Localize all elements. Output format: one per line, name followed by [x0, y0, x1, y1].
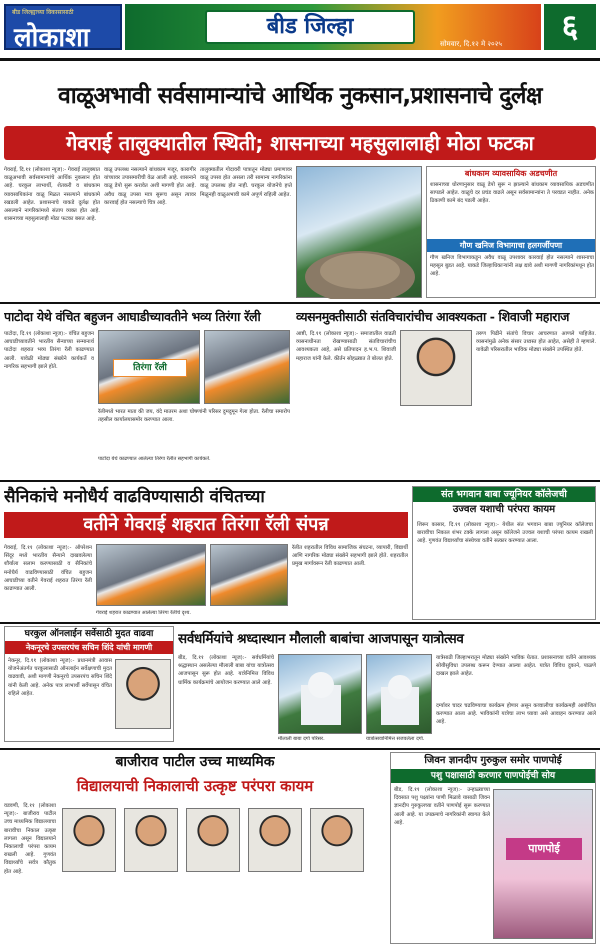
student-photo-4: [248, 808, 302, 872]
story4-rally-photo-2: [210, 544, 288, 606]
story6-portrait: [115, 659, 171, 729]
lead-subhead: गेवराई तालुक्यातील स्थिती; शासनाच्या महसुलालाही मोठा फटका: [4, 126, 596, 160]
page-number: ६: [544, 4, 596, 50]
story7-headline: सर्वधर्मियांचे श्रध्दास्थान मौलाली बाबांचा आजपासून यात्रोत्सव: [178, 631, 464, 647]
student-photo-1: [62, 808, 116, 872]
lead-column-2: वाळू उपलब्ध नसल्याने बांधकाम मजूर, कारागीर यांच्यावर उपासमारीची वेळ आली आहे. शासनाने वाळू डेपो सुरू करावेत अशी मागणी होत आहे. अवैध वाळू उपसा मात्र सुरूच असून त्यावर कारवाई होत नसल्याचे चित्र आहे.: [104, 167, 196, 206]
story5-box: [412, 486, 596, 620]
divider: [0, 480, 600, 482]
lead-side-box: [426, 166, 596, 298]
masthead: [0, 0, 600, 56]
story8-text: वडवणी, दि.११ (लोकाशा न्यूज):- बाजीराव पाटील उच्च माध्यमिक विद्यालयाचा बारावीचा निकाल उत्कृष्ट लागला असून विद्यालयाने निकालाची परंपरा कायम राखली आहे. गुणवंत विद्यार्थ्यांचे सर्वत्र कौतुक होत आहे.: [4, 803, 56, 875]
story2-text-b: रॅलीमध्ये भारत माता की जय, वंदे मातरम अशा घोषणांनी परिसर दुमदुमून गेला होता. रॅलीचा समारोप तहसील कार्यालयासमोर करण्यात आला.: [98, 409, 290, 424]
story7-text: बीड, दि.११ (लोकाशा न्यूज):- सर्वधर्मियांचे श्रद्धास्थान असलेल्या मौलाली बाबा यांचा यात्रोत्सव आजपासून सुरू होत आहे. यात्रेनिमित्त विविध धार्मिक कार्यक्रमांचे आयोजन करण्यात आले आहे.: [178, 655, 274, 686]
sand-heap-illustration: [297, 167, 423, 299]
story2-rally-photo-2: [204, 330, 290, 404]
kiosk-sign: पाणपोई: [506, 838, 582, 860]
story6-headline: घरकुल ऑनलाईन सर्वेसाठी मुदत वाढवा: [24, 629, 154, 639]
story4-caption: गेवराई शहरात काढण्यात आलेल्या तिरंगा रॅलीचे दृश्य.: [96, 610, 191, 616]
story4-text: गेवराई, दि.११ (लोकाशा न्यूज):- ऑपरेशन सिंदूर मध्ये भारतीय सैन्याने दाखवलेल्या शौर्याला सलाम करण्यासाठी व सैनिकांचे मनोधैर्य वाढविण्यासाठी वंचित बहुजन आघाडीच्या वतीने गेवराई शहरात तिरंगा रॅली काढण्यात आली.: [4, 545, 92, 593]
story3-text: आष्टी, दि.११ (लोकाशा न्यूज):- समाजातील वाढती व्यसनाधीनता रोखण्यासाठी संतविचारांचीच आवश्यकता आहे, असे प्रतिपादन ह.भ.प. शिवाजी महाराज यांनी केले. कीर्तन सोहळ्यात ते बोलत होते.: [296, 331, 396, 362]
student-photo-2: [124, 808, 178, 872]
story6-headline-2: नेकनूरचे उपसरपंच सचिन शिंदे यांची मागणी: [5, 641, 173, 654]
story9-text: बीड, दि.११ (लोकाशा न्यूज):- उन्हाळ्याच्या दिवसात पशु पक्ष्यांना पाणी मिळावे यासाठी जिवन ज्ञानदीप गुरुकुलच्या वतीने पाणपोई सुरू करण्यात आली आहे. या उपक्रमाचे नागरिकांनी स्वागत केले आहे.: [394, 787, 490, 826]
story5-text: शिरूर कासार, दि.११ (लोकाशा न्यूज):- येथील संत भगवान बाबा ज्यूनियर कॉलेजचा बारावीचा निकाल शंभर टक्के लागला असून कॉलेजने उज्वल यशाची परंपरा कायम राखली आहे. गुणवंत विद्यार्थ्यांचा संस्थेच्या वतीने सत्कार करण्यात आला.: [417, 522, 593, 545]
masthead-tagline: बीड जिल्ह्याच्या विकासासाठी: [12, 9, 74, 16]
lead-headline: वाळूअभावी सर्वसामान्यांचे आर्थिक नुकसान,प्रशासनाचे दुर्लक्ष: [57, 83, 543, 109]
student-photo-3: [186, 808, 240, 872]
story7-shrine-photo: [278, 654, 362, 734]
water-kiosk-photo: [493, 789, 593, 939]
story5-headline: संत भगवान बाबा ज्यूनियर कॉलेजची: [413, 487, 595, 502]
story3-text-b: तरुण पिढीने संतांचे विचार आचरणात आणले पाहिजेत. व्यसनांमुळे अनेक संसार उध्वस्त होत आहेत, असेही ते म्हणाले. यावेळी परिसरातील भाविक मोठ्या संख्येने उपस्थित होते.: [476, 331, 596, 354]
shrine-illustration: [279, 655, 363, 735]
story3-headline: व्यसनमुक्तीसाठी संतविचारांचीच आवश्यकता - शिवाजी महाराज: [296, 309, 570, 324]
story2-rally-photo: [98, 330, 200, 404]
logo-text: लोकाशा: [14, 23, 90, 53]
story5-headline-2: उज्वल यशाची परंपरा कायम: [452, 504, 556, 515]
story7-caption-2: यात्रोत्सवानिमित्त सजवलेला दर्गा.: [366, 736, 425, 742]
story9-box: [390, 752, 596, 944]
side-box2-title: गौण खनिज विभागाचा हलगर्जीपणा: [427, 239, 595, 252]
story2-text: पाटोदा, दि.११ (लोकाशा न्यूज):- वंचित बहुजन आघाडीच्यावतीने भारतीय सैन्याच्या सन्मानार्थ पाटोदा शहरात भव्य तिरंगा रॅली काढण्यात आली. यावेळी मोठ्या संख्येने कार्यकर्ते व नागरिक सहभागी झाले होते.: [4, 331, 94, 370]
lead-column-3: तालुक्यातील गोदावरी पात्रातून मोठ्या प्रमाणावर वाळू उपसा होत असला तरी सामान्य नागरिकांना वाळू उपलब्ध होत नाही. घरकुल योजनेचे हप्ते मिळूनही वाळूअभावी कामे अपूर्ण राहिली आहेत.: [200, 167, 292, 198]
side-box-title: बांधकाम व्यावसायिक अडचणीत: [427, 167, 595, 180]
story7-shrine-photo-2: [366, 654, 432, 734]
story8-headline-2: विद्यालयाची निकालाची उत्कृष्ट परंपरा कायम: [76, 777, 314, 795]
divider: [0, 622, 600, 624]
story8-headline: बाजीराव पाटील उच्च माध्यमिक: [115, 754, 275, 770]
story9-headline: जिवन ज्ञानदीप गुरुकुल समोर पाणपोई: [424, 755, 562, 766]
story6-text: नेकनूर, दि.११ (लोकाशा न्यूज):- प्रधानमंत्री आवास योजनेअंतर्गत घरकुलासाठी ऑनलाईन सर्वेक्षणाची मुदत वाढवावी, अशी मागणी नेकनूरचे उपसरपंच सचिन शिंदे यांनी केली आहे. अनेक पात्र लाभार्थी सर्वेपासून वंचित राहिले आहेत.: [8, 658, 112, 697]
lead-column-1: गेवराई, दि.११ (लोकाशा न्यूज):- गेवराई तालुक्यात वाळूअभावी सर्वसामान्यांचे आर्थिक नुकसान होत आहे. घरकुल लाभार्थी, शेतकरी व बांधकाम व्यावसायिकांना वाळू मिळत नसल्याने बांधकामे रखडली आहेत. प्रशासनाचे याकडे दुर्लक्ष होत असल्याने नागरिकांमध्ये संताप व्यक्त होत आहे. शासनाच्या महसुलालाही मोठा फटका बसत आहे.: [4, 167, 100, 223]
student-photo-5: [310, 808, 364, 872]
newspaper-logo: [4, 4, 122, 53]
story4-headline-2: वतीने गेवराई शहरात तिरंगा रॅली संपन्न: [4, 512, 408, 538]
shrine-illustration: [367, 655, 433, 735]
story4-headline: सैनिकांचे मनोधैर्य वाढविण्यासाठी वंचितच्या: [4, 487, 265, 507]
issue-date: सोमवार, दि.१२ मे २०२५: [440, 40, 502, 48]
divider: [0, 58, 600, 61]
side-box-text: शासनाच्या धोरणानुसार वाळू डेपो सुरू न झाल्याने बांधकाम व्यावसायिक अडचणीत सापडले आहेत. वाळूचे दर प्रचंड वाढले असून सर्वसामान्यांना ते परवडत नाहीत. अनेक ठिकाणी कामे बंद पडली आहेत.: [430, 182, 594, 205]
story4-text-b: रॅलीत शहरातील विविध सामाजिक संघटना, व्यापारी, विद्यार्थी आणि नागरिक मोठ्या संख्येने सहभागी झाले होते. शहरातील प्रमुख मार्गावरून रॅली काढण्यात आली.: [292, 545, 408, 568]
divider: [0, 748, 600, 750]
story7-caption-1: मौलाली बाबा दर्गा परिसर.: [278, 736, 325, 742]
story6-box: [4, 626, 174, 742]
side-box2-text: गौण खनिज विभागाकडून अवैध वाळू उपशावर कारवाई होत नसल्याने शासनाचा महसूल बुडत आहे. याकडे जिल्हाधिकाऱ्यांनी लक्ष द्यावे अशी मागणी नागरिकांमधून होत आहे.: [430, 255, 594, 278]
divider: [0, 302, 600, 304]
lead-photo-sand-heap: [296, 166, 422, 298]
story7-text-b: यात्रेसाठी जिल्हाभरातून मोठ्या संख्येने भाविक येतात. प्रशासनाच्या वतीने आवश्यक सोयीसुविधा उपलब्ध करून देण्यात आल्या आहेत. यात्रेत विविध दुकाने, पाळणे दाखल झाले आहेत.: [436, 655, 596, 678]
story7-text-c: दर्ग्यावर चादर चढविण्याचा कार्यक्रम होणार असून कव्वालीचा कार्यक्रमही आयोजित करण्यात आला आहे. भाविकांनी यात्रेचा लाभ घ्यावा असे आवाहन करण्यात आले आहे.: [436, 703, 596, 726]
story3-portrait: [400, 330, 472, 406]
story4-rally-photo: [96, 544, 206, 606]
story2-headline: पाटोदा येथे वंचित बहुजन आघाडीच्यावतीने भव्य तिरंगा रॅली: [4, 309, 261, 324]
story9-subhead: पशु पक्षासाठी करणार पाणपोईची सोय: [391, 769, 595, 783]
section-title: बीड जिल्हा: [205, 10, 415, 44]
story2-caption: पाटोदा येथे काढण्यात आलेल्या तिरंगा रॅलीत सहभागी कार्यकर्ते.: [98, 456, 211, 462]
rally-banner: तिरंगा रॅली: [113, 359, 187, 377]
